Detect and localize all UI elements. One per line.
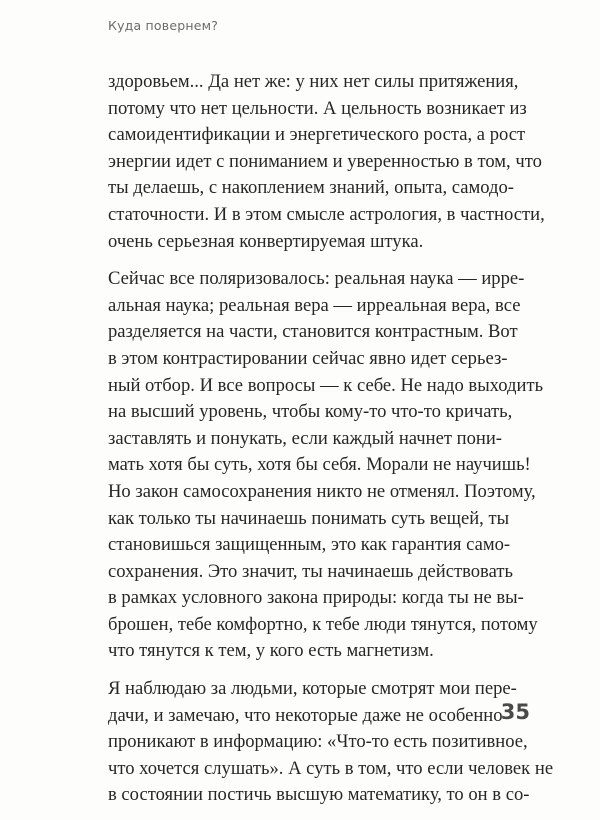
text-line: проникают в информацию: «Что-то есть позитивное, <box>108 731 528 753</box>
text-line: в рамках условного закона природы: когда ты не вы- <box>108 587 524 609</box>
text-line: энергии идет с пониманием и уверенностью в том, что <box>108 150 542 172</box>
text-line: потому что нет цельности. А цельность возникает из <box>108 97 527 119</box>
text-line: ный отбор. И все вопросы — к себе. Не надо выходить <box>108 374 544 396</box>
text-line: очень серьезная конвертируемая штука. <box>108 230 424 252</box>
text-line: сохранения. Это значит, ты начинаешь действовать <box>108 560 513 582</box>
text-line: статочности. И в этом смысле астрология, в частности, <box>108 203 545 225</box>
text-line: что тянутся к тем, у кого есть магнетизм. <box>108 640 434 662</box>
page-number: 35 <box>500 700 530 724</box>
text-line: альная наука; реальная вера — ирреальная вера, все <box>108 294 521 316</box>
text-line: на высший уровень, чтобы кому-то что-то кричать, <box>108 401 513 423</box>
text-line: заставлять и понукать, если каждый начнет пони- <box>108 427 502 449</box>
text-line: самоидентификации и энергетического роста, а рост <box>108 124 526 146</box>
text-line: дачи, и замечаю, что некоторые даже не особенно <box>108 704 503 726</box>
text-line: Я наблюдаю за людьми, которые смотрят мои пере- <box>108 678 517 700</box>
text-line: Сейчас все поляризовалось: реальная наука — ирре- <box>108 268 525 290</box>
text-line: разделяется на части, становится контрастным. Вот <box>108 321 518 343</box>
text-line: что хочется слушать». А суть в том, что если человек не <box>108 757 554 779</box>
text-line: как только ты начинаешь понимать суть вещей, ты <box>108 507 510 529</box>
text-line: ты делаешь, с накоплением знаний, опыта, самодо- <box>108 177 514 199</box>
text-line: Но закон самосохранения никто не отменял. Поэтому, <box>108 480 536 502</box>
text-line: мать хотя бы суть, хотя бы себя. Морали не научишь! <box>108 454 531 476</box>
text-line: в состоянии постичь высшую математику, то он в со- <box>108 784 530 806</box>
text-line: брошен, тебе комфортно, к тебе люди тянутся, потому <box>108 613 538 635</box>
paragraph-1 <box>108 69 545 255</box>
text-line: становишься защищенным, это как гарантия само- <box>108 534 511 556</box>
text-line: в этом контрастировании сейчас явно идет серьез- <box>108 347 508 369</box>
running-header: Куда повернем? <box>108 18 219 33</box>
paragraph-2 <box>108 266 544 665</box>
text-line: здоровьем... Да нет же: у них нет силы притяжения, <box>108 71 519 92</box>
